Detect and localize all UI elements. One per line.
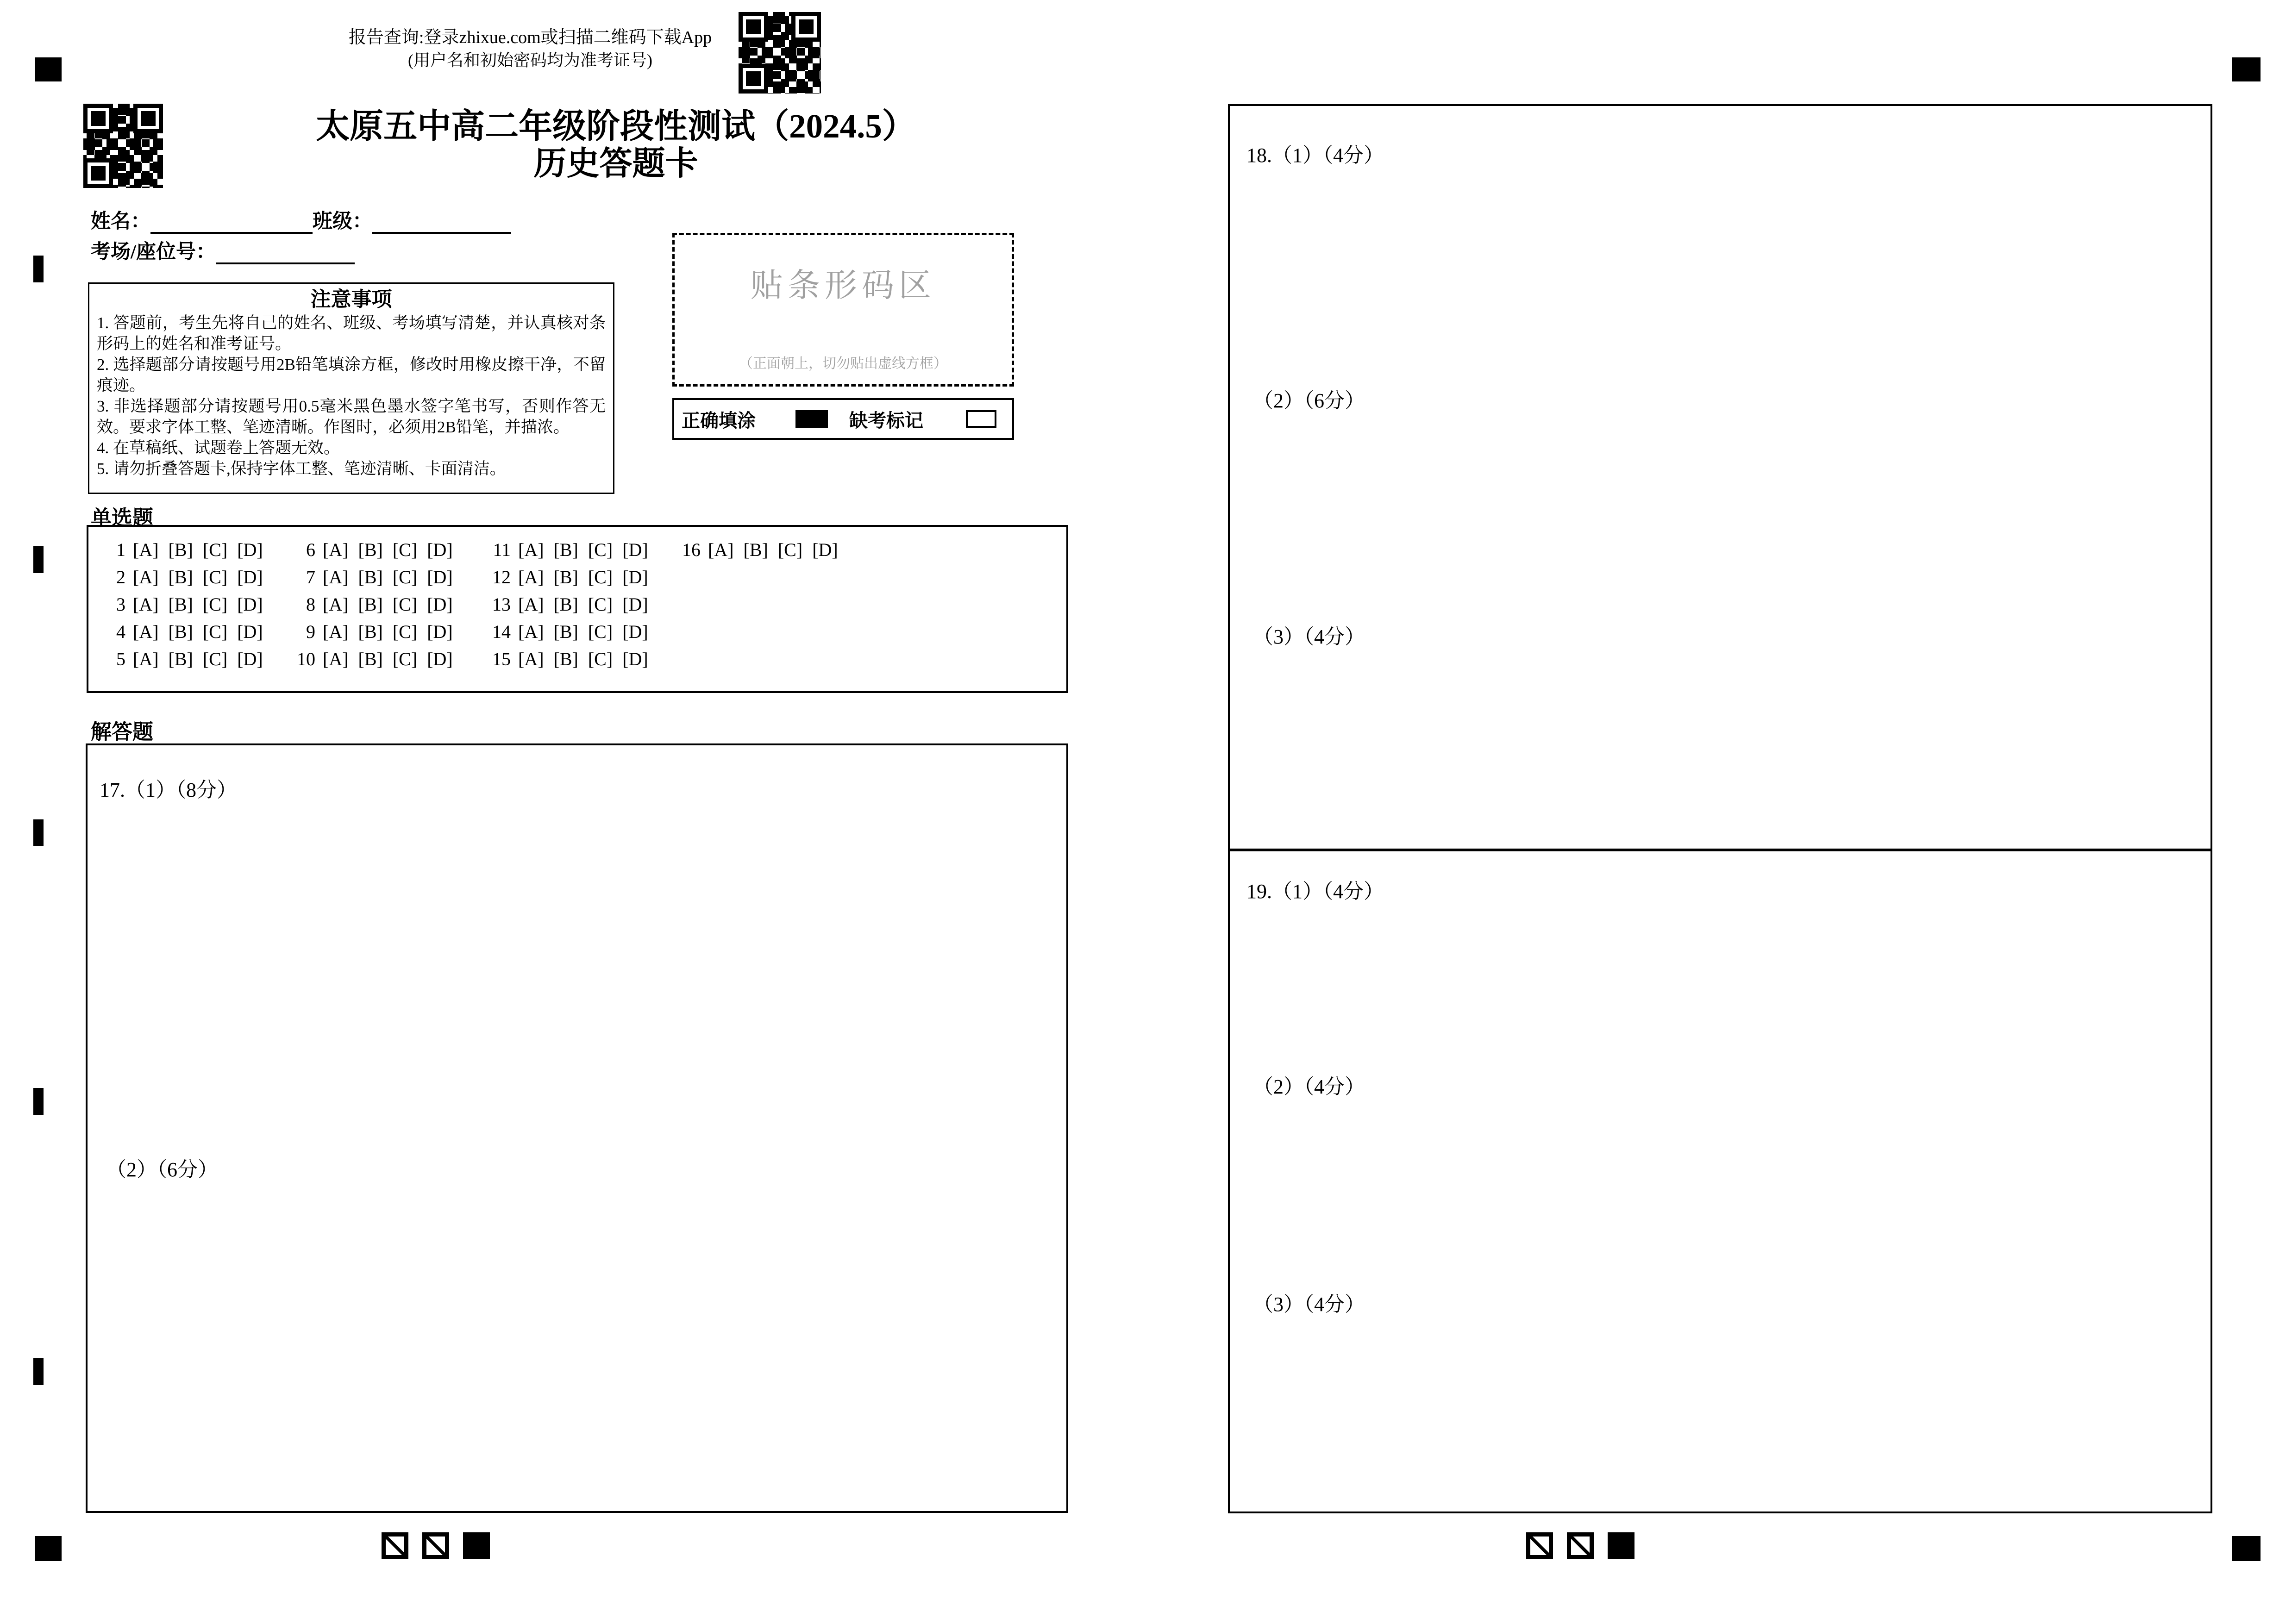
report-query-note <box>287 26 773 71</box>
question-number: 16 <box>682 539 701 560</box>
choice-row-q7 <box>285 566 463 593</box>
answer-bubble-q12-B[interactable]: [B] <box>553 567 578 587</box>
answer-bubble-q7-B[interactable]: [B] <box>358 567 383 587</box>
answer-bubble-q10-A[interactable]: [A] <box>323 649 349 669</box>
question-number: 13 <box>492 594 511 615</box>
answer-bubble-q8-C[interactable]: [C] <box>392 594 418 615</box>
answer-bubble-q11-C[interactable]: [C] <box>588 539 613 560</box>
qr-finder-icon <box>83 104 113 133</box>
answer-bubble-q5-B[interactable]: [B] <box>168 649 193 669</box>
seat-field[interactable] <box>216 242 355 264</box>
qr-finder-icon <box>791 12 821 42</box>
report-query-line2: (用户名和初始密码均为准考证号) <box>408 51 652 69</box>
answer-bubble-q7-D[interactable]: [D] <box>427 567 453 587</box>
essay-area-q17[interactable] <box>86 743 1068 1513</box>
answer-bubble-q8-D[interactable]: [D] <box>427 594 453 615</box>
answer-bubble-q8-B[interactable]: [B] <box>358 594 383 615</box>
answer-bubble-q1-A[interactable]: [A] <box>133 539 159 560</box>
timing-mark-left-2 <box>33 546 44 573</box>
class-field[interactable] <box>372 212 511 234</box>
answer-bubble-q5-C[interactable]: [C] <box>202 649 228 669</box>
choice-row-q15 <box>480 648 658 675</box>
answer-bubble-q5-A[interactable]: [A] <box>133 649 159 669</box>
answer-bubble-q6-A[interactable]: [A] <box>323 539 349 560</box>
sheet-id-qr-code-icon <box>83 104 163 188</box>
name-field[interactable] <box>150 212 313 234</box>
question-number: 2 <box>116 567 125 587</box>
answer-bubble-q11-D[interactable]: [D] <box>622 539 648 560</box>
question-number: 7 <box>306 567 315 587</box>
essay-area-q18[interactable] <box>1228 104 2212 851</box>
filled-square-icon <box>795 410 828 428</box>
answer-bubble-q13-D[interactable]: [D] <box>622 594 648 615</box>
answer-bubble-q9-B[interactable]: [B] <box>358 621 383 642</box>
choice-row-q9 <box>285 621 463 648</box>
fill-legend <box>672 398 1014 440</box>
question-number: 15 <box>492 649 511 669</box>
choice-row-q4 <box>95 621 273 648</box>
timing-mark-top-left <box>35 57 62 81</box>
answer-bubble-q7-C[interactable]: [C] <box>392 567 418 587</box>
answer-bubble-q2-C[interactable]: [C] <box>202 567 228 587</box>
answer-bubble-q15-B[interactable]: [B] <box>553 649 578 669</box>
answer-bubble-q15-C[interactable]: [C] <box>588 649 613 669</box>
correct-fill-label: 正确填涂 <box>682 410 756 431</box>
answer-bubble-q3-A[interactable]: [A] <box>133 594 159 615</box>
choice-row-q12 <box>480 566 658 593</box>
q19-part2-label: （2）（4分） <box>1253 1075 1365 1098</box>
answer-bubble-q16-A[interactable]: [A] <box>708 539 734 560</box>
answer-bubble-q4-C[interactable]: [C] <box>202 621 228 642</box>
answer-bubble-q16-C[interactable]: [C] <box>777 539 803 560</box>
crossed-square-icon <box>1567 1532 1594 1559</box>
answer-bubble-q8-A[interactable]: [A] <box>323 594 349 615</box>
choice-column <box>670 539 848 566</box>
page-code-marks-right <box>1526 1532 1634 1559</box>
absent-mark-label: 缺考标记 <box>849 410 923 431</box>
answer-bubble-q14-C[interactable]: [C] <box>588 621 613 642</box>
choice-row-q8 <box>285 593 463 621</box>
question-number: 6 <box>306 539 315 560</box>
answer-bubble-q9-A[interactable]: [A] <box>323 621 349 642</box>
qr-finder-icon <box>133 104 163 133</box>
filled-square-icon <box>1608 1532 1634 1559</box>
q19-part3-label: （3）（4分） <box>1253 1293 1365 1316</box>
seat-label: 考场/座位号： <box>91 241 216 263</box>
answer-bubble-q7-A[interactable]: [A] <box>323 567 349 587</box>
question-number: 3 <box>116 594 125 615</box>
barcode-area-note: （正面朝上，切勿贴出虚线方框） <box>739 356 947 371</box>
answer-bubble-q16-B[interactable]: [B] <box>743 539 768 560</box>
filled-square-icon <box>463 1532 490 1559</box>
answer-bubble-q2-B[interactable]: [B] <box>168 567 193 587</box>
question-number: 8 <box>306 594 315 615</box>
choice-column <box>285 539 463 675</box>
timing-mark-left-5 <box>33 1358 44 1385</box>
page-code-marks-left <box>382 1532 490 1559</box>
notice-box <box>88 282 614 494</box>
answer-bubble-q9-C[interactable]: [C] <box>392 621 418 642</box>
student-info-row-2 <box>91 236 355 264</box>
answer-bubble-q9-D[interactable]: [D] <box>427 621 453 642</box>
choice-row-q16 <box>670 539 848 566</box>
qr-finder-icon <box>83 158 113 188</box>
exam-title: 太原五中高二年级阶段性测试（2024.5） <box>316 107 916 145</box>
answer-bubble-q11-B[interactable]: [B] <box>553 539 578 560</box>
app-download-qr-code-icon <box>739 12 821 94</box>
sheet-subtitle: 历史答题卡 <box>533 146 698 182</box>
question-number: 10 <box>297 649 315 669</box>
essay-area-q19[interactable] <box>1228 851 2212 1513</box>
answer-bubble-q14-D[interactable]: [D] <box>622 621 648 642</box>
answer-bubble-q1-C[interactable]: [C] <box>202 539 228 560</box>
q18-part2-label: （2）（6分） <box>1253 389 1365 412</box>
crossed-square-icon <box>1526 1532 1553 1559</box>
answer-bubble-q10-D[interactable]: [D] <box>427 649 453 669</box>
barcode-area-label: 贴条形码区 <box>751 268 936 304</box>
answer-bubble-q6-B[interactable]: [B] <box>358 539 383 560</box>
answer-bubble-q4-D[interactable]: [D] <box>237 621 263 642</box>
notice-item-4: 4. 在草稿纸、试题卷上答题无效。 <box>97 439 340 457</box>
answer-bubble-q16-D[interactable]: [D] <box>812 539 838 560</box>
crossed-square-icon <box>422 1532 449 1559</box>
question-number: 1 <box>116 539 125 560</box>
answer-bubble-q2-D[interactable]: [D] <box>237 567 263 587</box>
answer-bubble-q3-C[interactable]: [C] <box>202 594 228 615</box>
choice-row-q1 <box>95 539 273 566</box>
choice-row-q3 <box>95 593 273 621</box>
essay-section-label: 解答题 <box>91 720 154 743</box>
question-number: 11 <box>493 539 511 560</box>
choice-section-label: 单选题 <box>91 506 154 530</box>
question-number: 4 <box>116 621 125 642</box>
answer-bubble-q12-D[interactable]: [D] <box>622 567 648 587</box>
q18-part3-label: （3）（4分） <box>1253 625 1365 648</box>
empty-square-icon <box>966 410 996 428</box>
choice-row-q11 <box>480 539 658 566</box>
answer-bubble-q3-D[interactable]: [D] <box>237 594 263 615</box>
crossed-square-icon <box>382 1532 408 1559</box>
answer-bubble-q6-C[interactable]: [C] <box>392 539 418 560</box>
answer-bubble-q10-B[interactable]: [B] <box>358 649 383 669</box>
answer-bubble-q4-A[interactable]: [A] <box>133 621 159 642</box>
answer-bubble-q3-B[interactable]: [B] <box>168 594 193 615</box>
answer-bubble-q6-D[interactable]: [D] <box>427 539 453 560</box>
question-number: 9 <box>306 621 315 642</box>
report-query-line1: 报告查询:登录zhixue.com或扫描二维码下载App <box>348 28 712 47</box>
question-number: 12 <box>492 567 511 587</box>
notice-item-1: 1. 答题前，考生先将自己的姓名、班级、考场填写清楚，并认真核对条形码上的姓名和准考证号。 <box>97 314 606 353</box>
page-title <box>278 107 954 182</box>
question-number: 14 <box>492 621 511 642</box>
answer-bubble-q13-A[interactable]: [A] <box>518 594 544 615</box>
answer-bubble-q14-A[interactable]: [A] <box>518 621 544 642</box>
timing-mark-bottom-right <box>2232 1536 2261 1561</box>
answer-bubble-q5-D[interactable]: [D] <box>237 649 263 669</box>
q17-part2-label: （2）（6分） <box>106 1158 218 1181</box>
choice-row-q5 <box>95 648 273 675</box>
answer-bubble-q13-B[interactable]: [B] <box>553 594 578 615</box>
question-number: 5 <box>116 649 125 669</box>
q18-part1-label: 18.（1）（4分） <box>1246 144 1384 167</box>
choice-row-q10 <box>285 648 463 675</box>
notice-item-2: 2. 选择题部分请按题号用2B铅笔填涂方框，修改时用橡皮擦干净，不留痕迹。 <box>97 356 606 394</box>
timing-mark-left-4 <box>33 1088 44 1115</box>
answer-bubble-q10-C[interactable]: [C] <box>392 649 418 669</box>
class-label: 班级： <box>313 211 372 232</box>
qr-finder-icon <box>739 64 768 94</box>
choice-row-q13 <box>480 593 658 621</box>
answer-bubble-q13-C[interactable]: [C] <box>588 594 613 615</box>
choice-column <box>95 539 273 675</box>
answer-bubble-q15-D[interactable]: [D] <box>622 649 648 669</box>
timing-mark-left-1 <box>33 256 44 282</box>
answer-bubble-q12-C[interactable]: [C] <box>588 567 613 587</box>
q17-part1-label: 17.（1）（8分） <box>100 779 237 801</box>
name-label: 姓名： <box>91 211 150 232</box>
choice-row-q2 <box>95 566 273 593</box>
timing-mark-top-right <box>2232 57 2261 81</box>
qr-finder-icon <box>739 12 768 42</box>
choice-row-q6 <box>285 539 463 566</box>
barcode-paste-area[interactable] <box>672 233 1014 387</box>
timing-mark-left-3 <box>33 819 44 846</box>
answer-bubble-q2-A[interactable]: [A] <box>133 567 159 587</box>
student-info-row-1 <box>91 206 511 234</box>
answer-bubble-q15-A[interactable]: [A] <box>518 649 544 669</box>
timing-mark-bottom-left <box>35 1536 62 1561</box>
answer-bubble-q11-A[interactable]: [A] <box>518 539 544 560</box>
answer-bubble-q1-D[interactable]: [D] <box>237 539 263 560</box>
answer-bubble-q1-B[interactable]: [B] <box>168 539 193 560</box>
choice-grid <box>87 525 1068 693</box>
answer-bubble-q12-A[interactable]: [A] <box>518 567 544 587</box>
q19-part1-label: 19.（1）（4分） <box>1246 880 1384 903</box>
choice-row-q14 <box>480 621 658 648</box>
choice-column <box>480 539 658 675</box>
answer-bubble-q14-B[interactable]: [B] <box>553 621 578 642</box>
answer-bubble-q4-B[interactable]: [B] <box>168 621 193 642</box>
notice-item-3: 3. 非选择题部分请按题号用0.5毫米黑色墨水签字笔书写，否则作答无效。要求字体工整、笔迹清晰。作图时，必须用2B铅笔，并描浓。 <box>97 397 606 436</box>
notice-item-5: 5. 请勿折叠答题卡,保持字体工整、笔迹清晰、卡面清洁。 <box>97 460 506 478</box>
notice-title: 注意事项 <box>310 288 392 311</box>
